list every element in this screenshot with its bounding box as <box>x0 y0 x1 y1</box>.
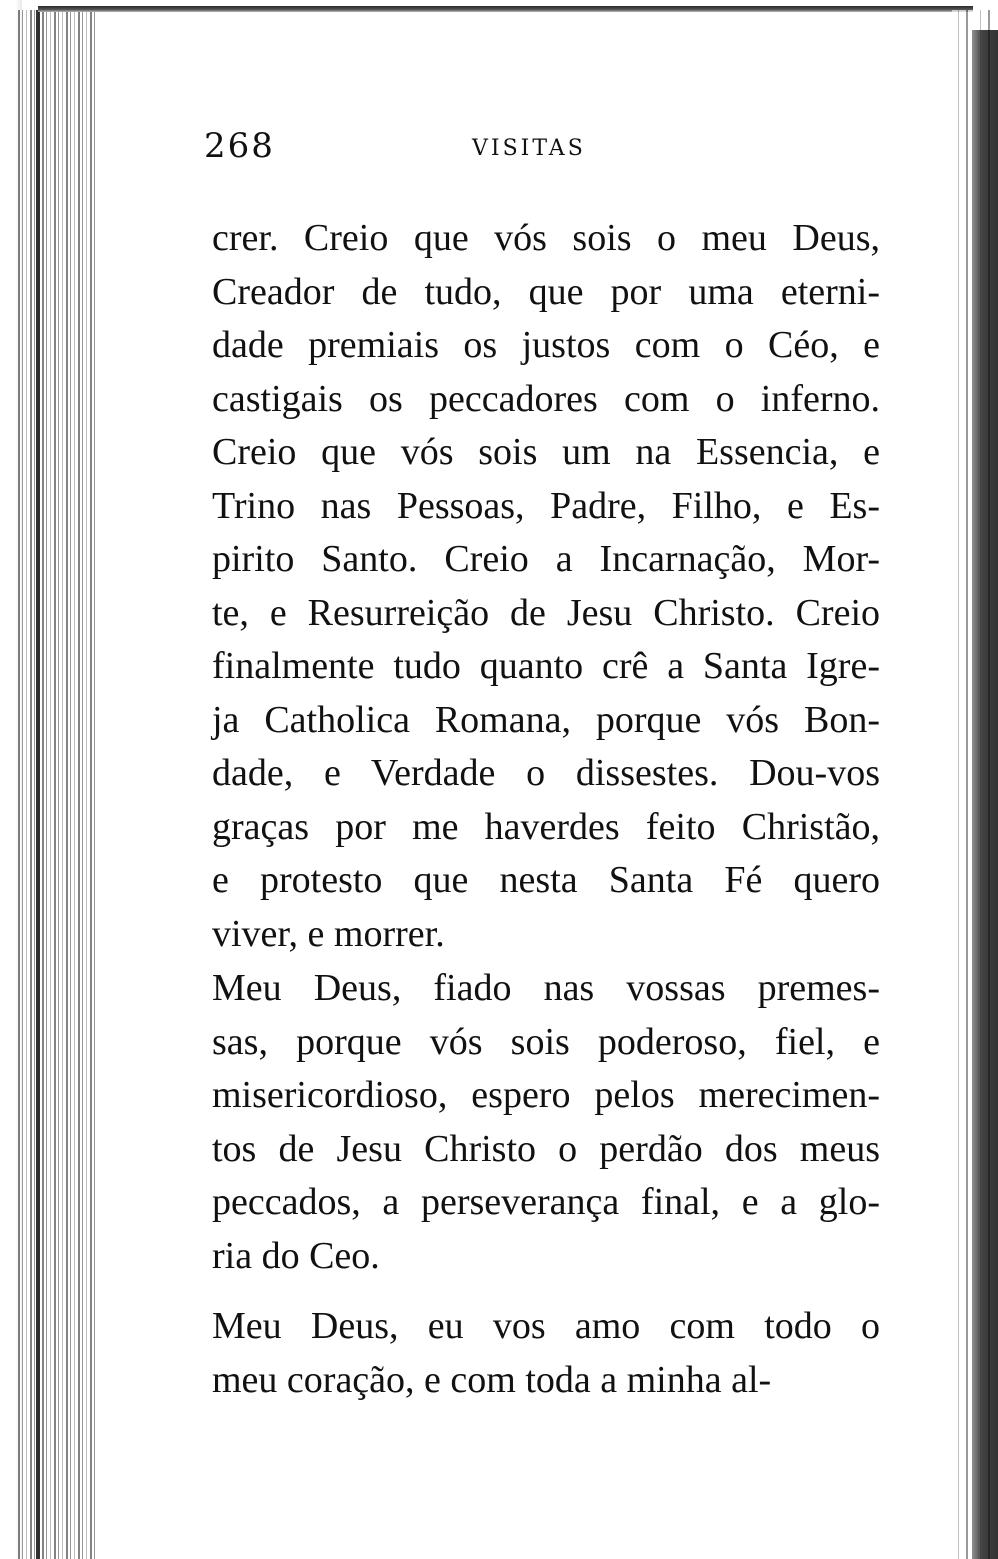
text-line: misericordioso, espero pelos merecimen- <box>212 1074 880 1116</box>
page-right-shadow <box>972 30 998 1559</box>
text-line: Meu Deus, eu vos amo com todo o <box>212 1305 880 1347</box>
text-line: graças por me haverdes feito Christão, <box>212 805 880 848</box>
running-head <box>204 126 904 166</box>
text-line: e protesto que nesta Santa Fé quero <box>212 859 880 901</box>
text-line: tos de Jesu Christo o perdão dos meus <box>212 1127 880 1170</box>
top-edge-rule <box>38 6 973 12</box>
paragraph-2 <box>212 962 880 1283</box>
text-line: meu coração, e com toda a minha al- <box>212 1358 772 1401</box>
text-line: dade premiais os justos com o Céo, e <box>212 324 880 366</box>
paragraph-3 <box>212 1300 880 1407</box>
text-line: Creio que vós sois um na Essencia, e <box>212 431 880 473</box>
text-line: ja Catholica Romana, porque vós Bon- <box>212 698 880 741</box>
text-line: dade, e Verdade o dissestes. Dou-vos <box>212 752 880 794</box>
text-line: Creador de tudo, que por uma eterni- <box>212 270 880 313</box>
text-line: pirito Santo. Creio a Incarnação, Mor- <box>212 538 880 580</box>
text-line: crer. Creio que vós sois o meu Deus, <box>212 217 880 259</box>
text-line: peccados, a perseverança final, e a glo- <box>212 1181 880 1223</box>
text-line: ria do Ceo. <box>212 1234 380 1277</box>
binding-shadow-line <box>36 10 40 1559</box>
text-line: castigais os peccadores com o inferno. <box>212 377 880 420</box>
text-line: te, e Resurreição de Jesu Christo. Creio <box>212 591 880 634</box>
page-number: 268 <box>204 126 275 166</box>
text-line: Trino nas Pessoas, Padre, Filho, e Es- <box>212 484 880 527</box>
text-line: finalmente tudo quanto crê a Santa Igre- <box>212 645 880 687</box>
text-line: Meu Deus, fiado nas vossas premes- <box>212 967 880 1009</box>
binding-gutter <box>18 10 96 1559</box>
text-line: viver, e morrer. <box>212 912 445 955</box>
running-title: VISITAS <box>472 136 586 161</box>
text-line: sas, porque vós sois poderoso, fiel, e <box>212 1020 880 1063</box>
paragraph-1 <box>212 212 880 961</box>
